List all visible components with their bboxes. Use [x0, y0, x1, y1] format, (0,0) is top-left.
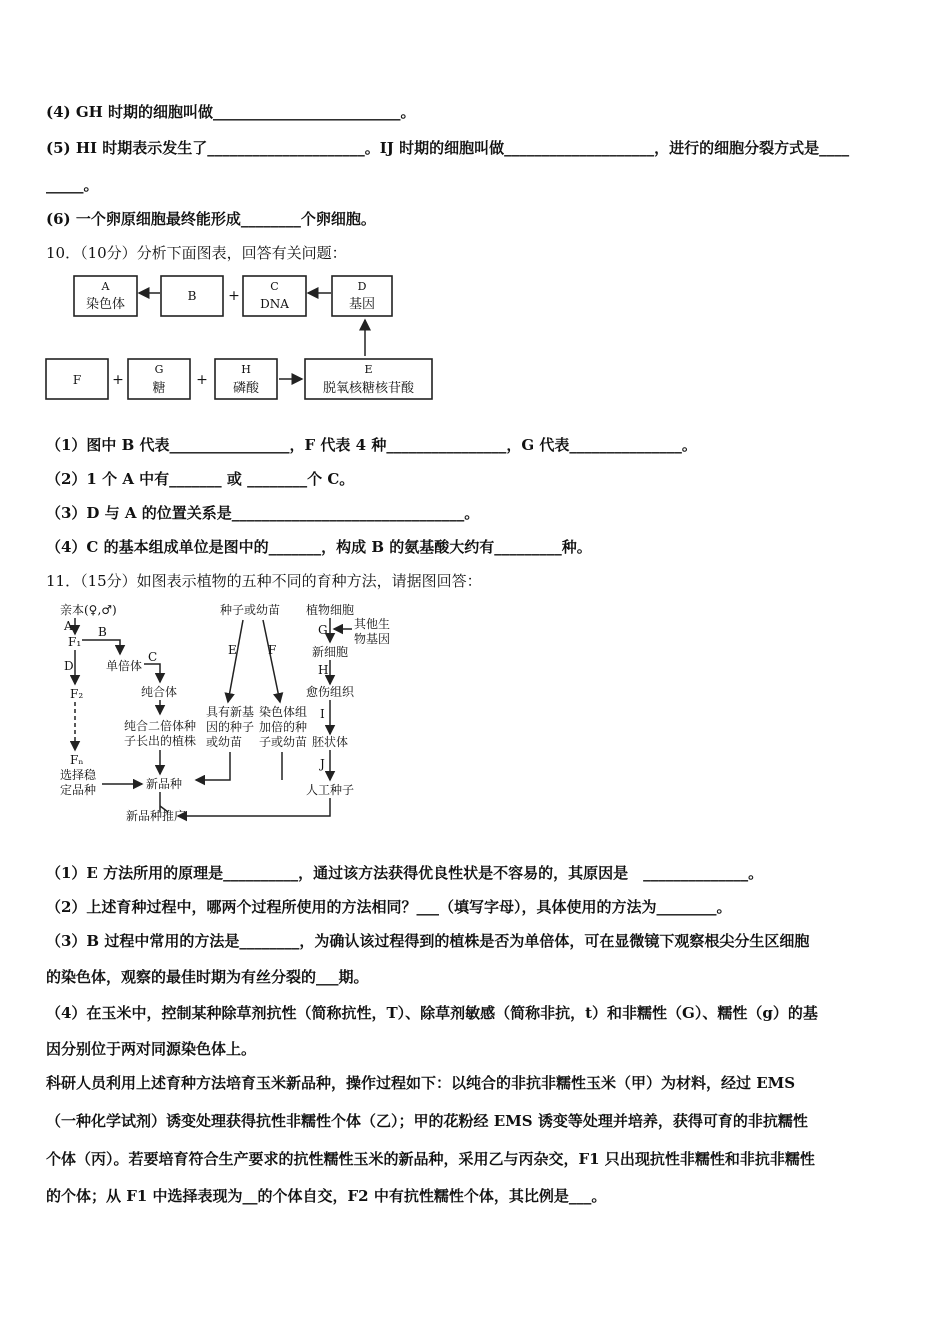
svg-text:A: A — [101, 280, 110, 293]
label-i: I — [320, 707, 325, 721]
node-new-variety: 新品种 — [146, 777, 183, 791]
label-b: B — [98, 625, 107, 639]
svg-text:DNA: DNA — [260, 297, 289, 311]
label-a: A — [64, 619, 73, 633]
node-newgene-line2: 因的种子 — [206, 720, 255, 734]
q11-breeding-diagram — [50, 598, 420, 833]
node-parent: 亲本(♀,♂) — [60, 603, 117, 617]
arrow-e — [228, 620, 243, 702]
node-f1: F₁ — [68, 635, 82, 649]
node-f2: F₂ — [70, 687, 84, 701]
box-a-chromosome — [74, 276, 137, 316]
box-e-nucleotide — [305, 359, 432, 399]
label-j: J — [320, 757, 325, 771]
node-homozygote: 纯合体 — [141, 685, 178, 699]
box-h-phosphate — [215, 359, 277, 399]
q10-sub-4: （4）C 的基本组成单位是图中的_______，构成 B 的氨基酸大约有_________种。 — [46, 538, 592, 556]
q9-item-6: (6) 一个卵原细胞最终能形成________个卵细胞。 — [46, 210, 376, 228]
svg-text:糖: 糖 — [152, 381, 166, 396]
q10-header: 10．（10分）分析下面图表，回答有关问题： — [46, 244, 347, 262]
q9-item-4: (4) GH 时期的细胞叫做_________________________。 — [46, 103, 416, 121]
box-b — [161, 276, 223, 316]
node-double-line3: 子或幼苗 — [259, 735, 308, 749]
box-c-dna — [243, 276, 306, 316]
q10-sub-2: （2）1 个 A 中有_______ 或 ________个 C。 — [46, 470, 355, 488]
box-g-sugar — [128, 359, 190, 399]
node-select-line1: 选择稳 — [60, 768, 97, 782]
svg-text:脱氧核糖核苷酸: 脱氧核糖核苷酸 — [322, 381, 415, 396]
svg-text:D: D — [357, 280, 367, 293]
label-d: D — [64, 659, 74, 673]
node-callus: 愈伤组织 — [306, 685, 355, 699]
svg-text:H: H — [241, 363, 251, 376]
q11-paragraph-line3: 个体（丙）。若要培育符合生产要求的抗性糯性玉米的新品种，采用乙与丙杂交，F1 只出现抗性非糯性和非抗非糯性 — [46, 1150, 815, 1168]
q10-sub-1: （1）图中 B 代表________________，F 代表 4 种________________，G 代表_______________。 — [46, 436, 697, 454]
label-e: E — [228, 643, 237, 657]
q9-item-5-cont: _____。 — [46, 176, 99, 194]
node-embryoid: 胚状体 — [312, 735, 349, 749]
node-diploid-line2: 子长出的植株 — [124, 734, 197, 748]
plus-bc: + — [228, 288, 240, 304]
svg-text:B: B — [187, 289, 197, 303]
label-c: C — [148, 650, 158, 664]
node-othergene-line1: 其他生 — [354, 617, 391, 631]
node-seeds: 种子或幼苗 — [220, 603, 281, 617]
q11-sub-1: （1）E 方法所用的原理是__________，通过该方法获得优良性状是不容易的，其原因是 ______________。 — [46, 864, 764, 882]
arrow-f — [263, 620, 280, 702]
svg-text:G: G — [154, 363, 164, 376]
node-double-line2: 加倍的种 — [259, 720, 308, 734]
q11-paragraph-line4: 的个体；从 F1 中选择表现为__的个体自交，F2 中有抗性糯性个体，其比例是___。 — [46, 1187, 607, 1205]
q11-paragraph-line2: （一种化学试剂）诱变处理获得抗性非糯性个体（乙）；甲的花粉经 EMS 诱变等处理并培养，获得可育的非抗糯性 — [46, 1112, 808, 1130]
q11-paragraph-line1: 科研人员利用上述育种方法培育玉米新品种，操作过程如下：以纯合的非抗非糯性玉米（甲）为材料，经过 EMS — [46, 1074, 796, 1092]
q11-sub-3: （3）B 过程中常用的方法是________，为确认该过程得到的植株是否为单倍体，可在显微镜下观察根尖分生区细胞 — [46, 932, 810, 950]
node-double-line1: 染色体组 — [259, 705, 308, 719]
node-select-line2: 定品种 — [60, 783, 97, 797]
q11-sub-4: （4）在玉米中，控制某种除草剂抗性（简称抗性，T）、除草剂敏感（简称非抗，t）和非糯性（G）、糯性（g）的基 — [46, 1004, 818, 1022]
arrow-c — [144, 664, 160, 682]
node-haploid: 单倍体 — [106, 659, 143, 673]
q11-sub-4-cont: 因分别位于两对同源染色体上。 — [46, 1040, 257, 1058]
box-f — [46, 359, 108, 399]
plus-fg: + — [112, 372, 124, 388]
q11-sub-3-cont: 的染色体，观察的最佳时期为有丝分裂的___期。 — [46, 968, 369, 986]
q9-item-5: (5) HI 时期表示发生了_____________________。IJ 时期的细胞叫做____________________，进行的细胞分裂方式是____ — [46, 139, 850, 157]
node-newgene-line1: 具有新基 — [206, 705, 255, 719]
svg-text:染色体: 染色体 — [85, 297, 126, 312]
arrow-b — [82, 640, 120, 654]
svg-text:磷酸: 磷酸 — [232, 381, 260, 396]
node-othergene-line2: 物基因 — [354, 632, 391, 646]
q10-sub-3: （3）D 与 A 的位置关系是_______________________________。 — [46, 504, 480, 522]
node-diploid-line1: 纯合二倍体种 — [124, 719, 197, 733]
node-promote: 新品种推广 — [126, 809, 187, 823]
svg-text:C: C — [270, 280, 279, 293]
node-plant-cell: 植物细胞 — [306, 603, 355, 617]
node-newgene-line3: 或幼苗 — [206, 735, 243, 749]
svg-text:F: F — [72, 373, 82, 387]
svg-text:基因: 基因 — [348, 297, 376, 312]
node-new-cell: 新细胞 — [312, 645, 349, 659]
node-fn: Fₙ — [70, 753, 84, 767]
q10-concept-diagram — [40, 268, 440, 408]
q11-sub-2: （2）上述育种过程中，哪两个过程所使用的方法相同？___（填写字母），具体使用的方法为________。 — [46, 898, 732, 916]
label-h: H — [318, 663, 329, 677]
node-artificial-seed: 人工种子 — [306, 783, 355, 797]
box-d-gene — [332, 276, 392, 316]
plus-gh: + — [196, 372, 208, 388]
q11-header: 11．（15分）如图表示植物的五种不同的育种方法，请据图回答： — [46, 572, 482, 590]
arrow-artseed-to-promote — [178, 798, 330, 816]
label-f: F — [268, 643, 277, 657]
label-g: G — [318, 623, 328, 637]
arrow-newgene-to-new — [196, 752, 230, 780]
svg-text:E: E — [364, 363, 373, 376]
